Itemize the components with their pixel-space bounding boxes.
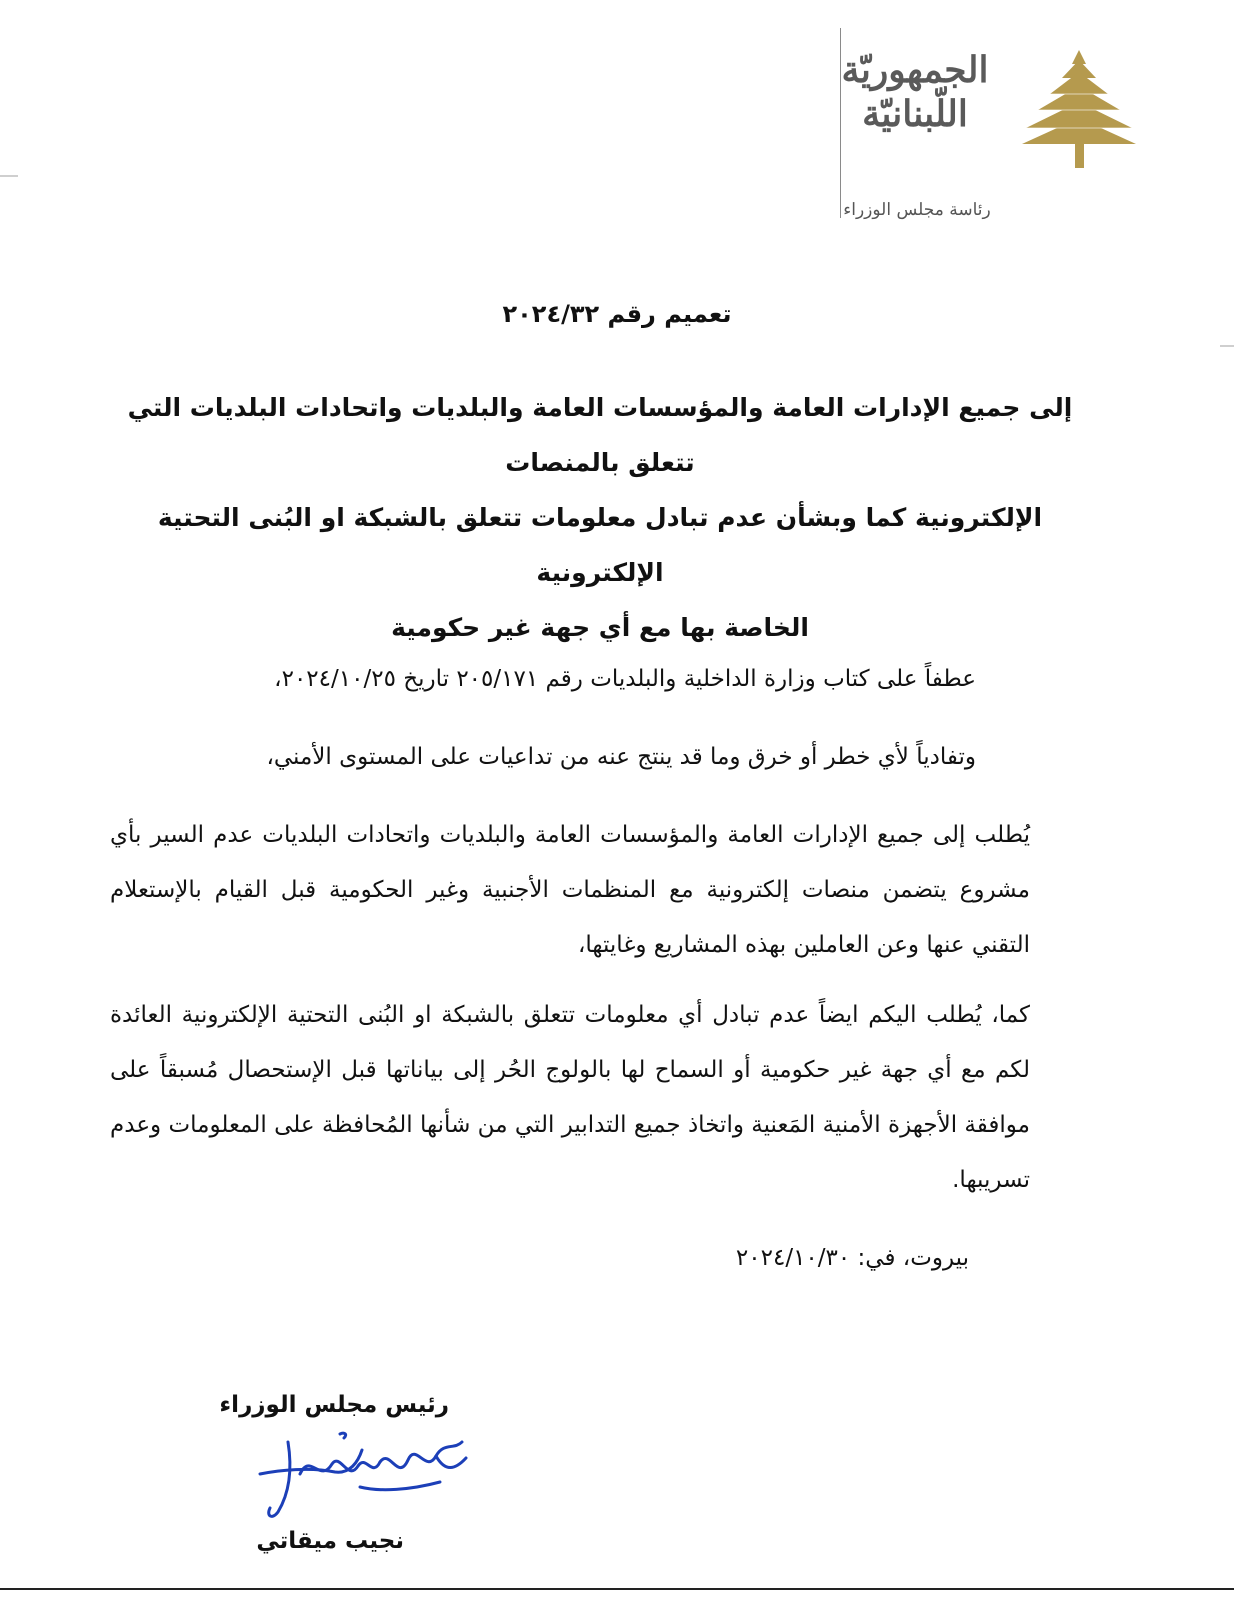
date-line: بيروت، في: ٢٠٢٤/١٠/٣٠	[735, 1245, 969, 1271]
paragraph-request-platforms: يُطلب إلى جميع الإدارات العامة والمؤسسات العامة والبلديات واتحادات البلديات عدم السير بأي مشروع يتضمن منصات إلكترونية مع المنظمات الأجنبية وغير الحكومية قبل القيام بالإستعلام التقني عنها وعن العاملين بهذه المشاريع وغايتها،	[110, 822, 1030, 958]
subject-block	[120, 380, 1080, 655]
republic-name-line2: اللّبنانيّة	[862, 93, 968, 135]
scan-mark	[0, 175, 18, 177]
paragraph-reference: عطفاً على كتاب وزارة الداخلية والبلديات رقم ٢٠٥/١٧١ تاريخ ٢٠٢٤/١٠/٢٥،	[274, 666, 976, 692]
office-name: رئاسة مجلس الوزراء	[843, 200, 991, 220]
subject-line: الخاصة بها مع أي جهة غير حكومية	[391, 613, 809, 642]
letterhead	[830, 28, 1160, 223]
circular-title: تعميم رقم ٢٠٢٤/٣٢	[502, 300, 732, 328]
paragraph-request-data: كما، يُطلب اليكم ايضاً عدم تبادل أي معلومات تتعلق بالشبكة او البُنى التحتية الإلكترونية العائدة لكم مع أي جهة غير حكومية أو السماح لها بالولوج الحُر إلى بياناتها قبل الإستحصال مُسبقاً على موافقة الأجهزة الأمنية المَعنية واتخاذ جميع التدابير التي من شأنها المُحافظة على المعلومات وعدم تسريبها.	[110, 1002, 1030, 1193]
page-bottom-edge	[0, 1588, 1234, 1590]
subject-line: الإلكترونية كما وبشأن عدم تبادل معلومات تتعلق بالشبكة او البُنى التحتية الإلكترونية	[157, 503, 1043, 587]
paragraph-security: وتفادياً لأي خطر أو خرق وما قد ينتج عنه من تداعيات على المستوى الأمني،	[266, 744, 976, 770]
cedar-tree-icon	[1020, 46, 1138, 170]
republic-name	[830, 48, 1000, 136]
signature-image	[240, 1412, 490, 1522]
signatory-name: نجيب ميقاتي	[256, 1528, 404, 1554]
republic-name-line1: الجمهوريّة	[841, 49, 989, 91]
scan-mark	[1220, 345, 1234, 347]
signatory-title: رئيس مجلس الوزراء	[219, 1392, 449, 1418]
subject-line: إلى جميع الإدارات العامة والمؤسسات العامة والبلديات واتحادات البلديات التي تتعلق بالمنصات	[127, 393, 1073, 477]
